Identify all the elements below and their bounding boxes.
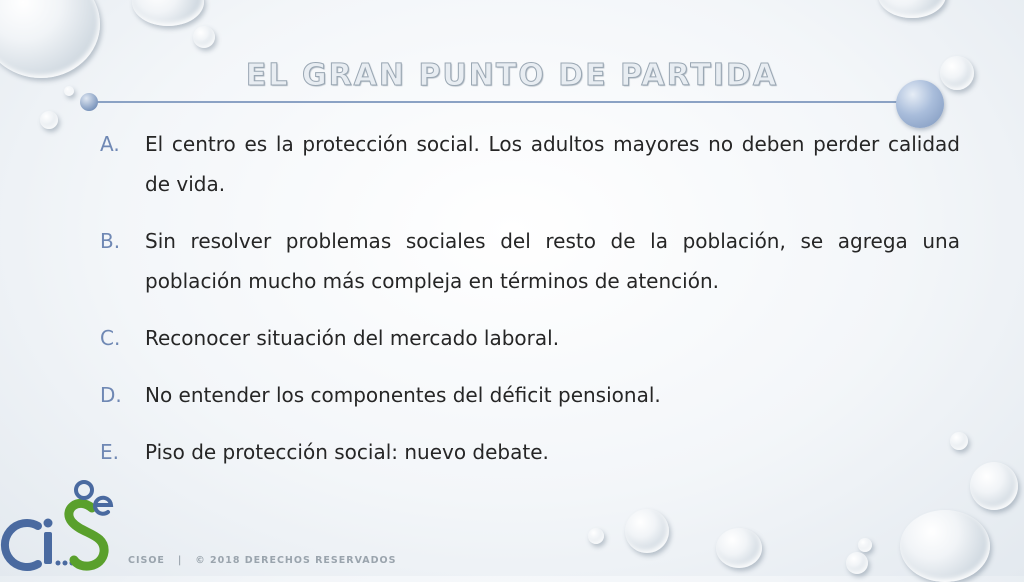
- list-item: [100, 375, 960, 415]
- water-drop: [716, 528, 762, 568]
- list-item-text: Sin resolver problemas sociales del resto de la población, se agrega una población mucho más compleja en términos de atención.: [145, 229, 960, 293]
- list-marker: D.: [100, 383, 122, 407]
- title-rule: [88, 101, 908, 103]
- list-item: [100, 221, 960, 301]
- list-item: [100, 318, 960, 358]
- water-drop: [846, 552, 868, 574]
- list-item-text: Reconocer situación del mercado laboral.: [145, 326, 560, 350]
- list-item: [100, 432, 960, 472]
- water-drop: [970, 462, 1018, 510]
- cisoe-logo: [0, 470, 125, 576]
- water-drop: [900, 510, 990, 582]
- slide-title: EL GRAN PUNTO DE PARTIDA: [245, 58, 779, 93]
- water-drop: [878, 0, 946, 18]
- rule-dot-left: [80, 93, 98, 111]
- list-marker: A.: [100, 132, 120, 156]
- water-drop: [625, 509, 669, 553]
- water-drop: [193, 26, 215, 48]
- water-drop: [588, 528, 604, 544]
- rule-dot-right: [896, 80, 944, 128]
- footer-copyright: CISOE | © 2018 DERECHOS RESERVADOS: [128, 555, 397, 566]
- list-item: [100, 124, 960, 204]
- list-marker: B.: [100, 229, 121, 253]
- list-item-text: No entender los componentes del déficit pensional.: [145, 383, 661, 407]
- bullet-list: [100, 124, 960, 489]
- water-drop: [132, 0, 204, 26]
- list-item-text: Piso de protección social: nuevo debate.: [145, 440, 549, 464]
- water-drop: [40, 111, 58, 129]
- list-marker: E.: [100, 440, 119, 464]
- list-marker: C.: [100, 326, 121, 350]
- list-item-text: El centro es la protección social. Los adultos mayores no deben perder calidad de vida.: [145, 132, 960, 196]
- water-drop: [858, 538, 872, 552]
